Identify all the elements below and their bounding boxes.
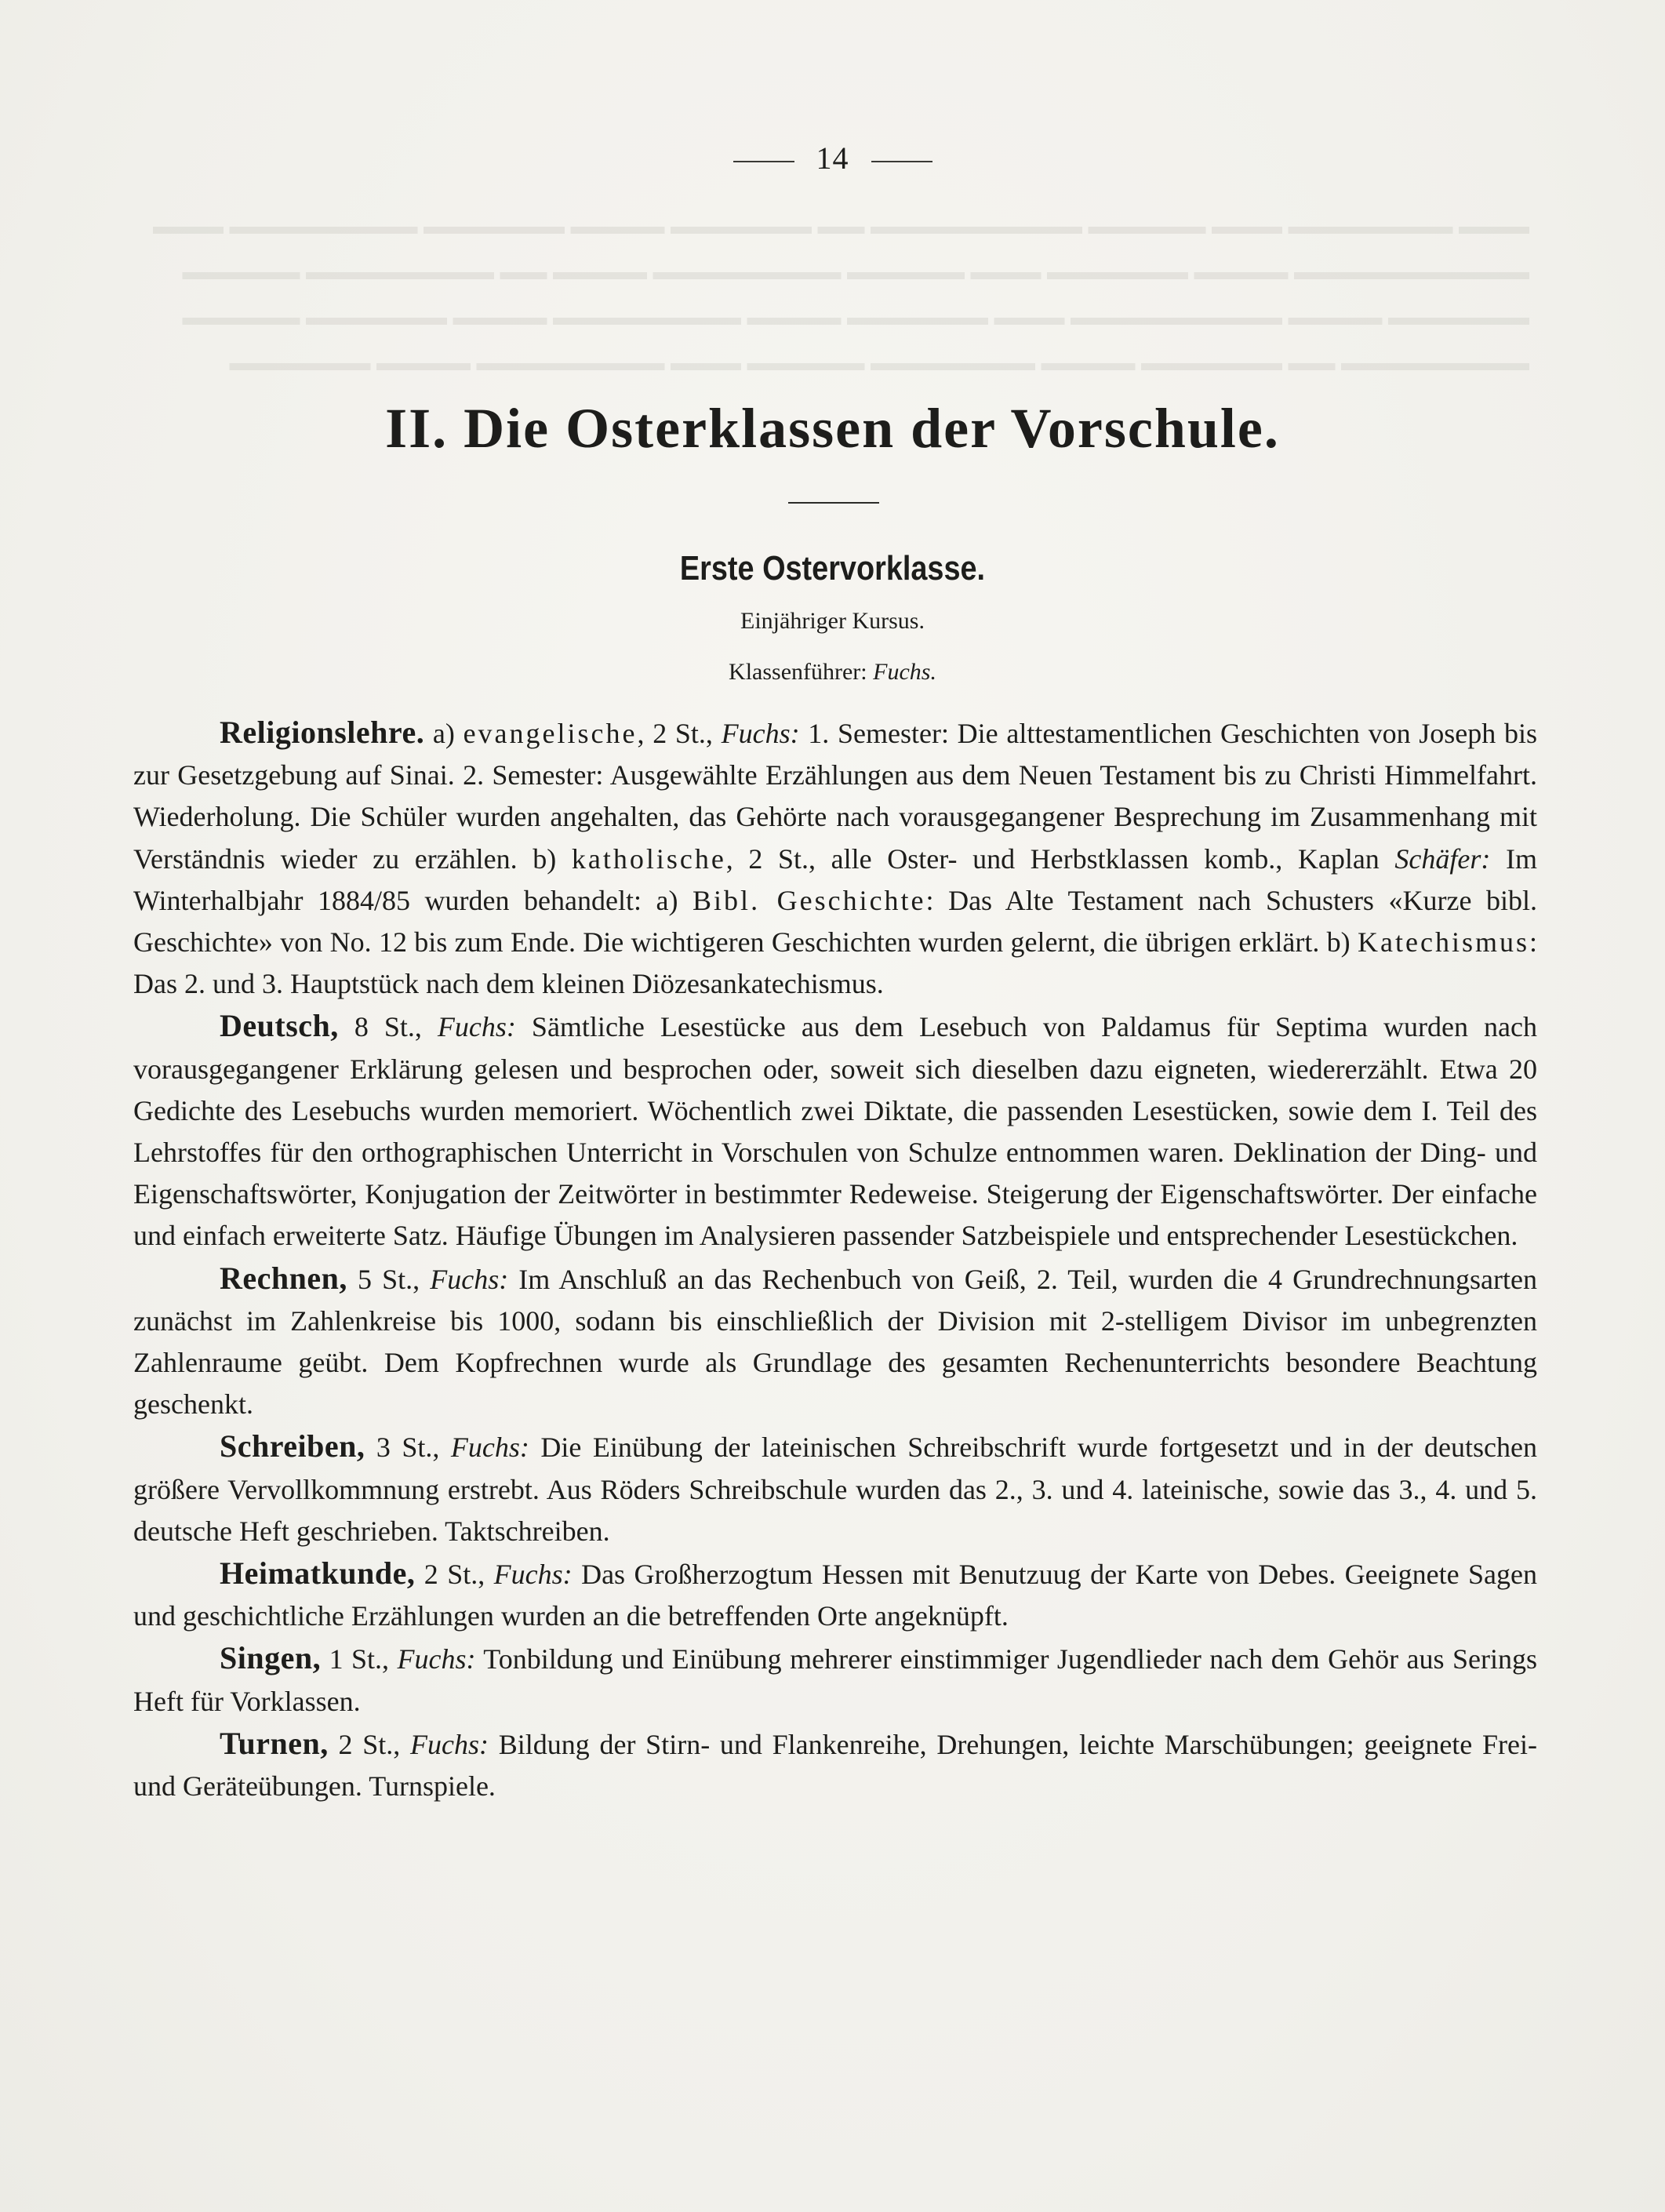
paragraph-text: 1 St., <box>321 1643 398 1675</box>
subject-paragraph <box>133 1723 1537 1807</box>
teacher-name: Fuchs: <box>410 1728 489 1760</box>
paragraph-text: , 2 St., <box>637 718 722 749</box>
subject-paragraph <box>133 1257 1537 1426</box>
subject-name: Deutsch, <box>220 1008 339 1044</box>
emphasized-term: Katechismus <box>1358 926 1529 959</box>
class-teacher-label: Klassenführer: <box>729 659 867 685</box>
teacher-name: Schäfer: <box>1394 842 1491 875</box>
paragraph-text: 2 St., <box>328 1728 411 1760</box>
subject-name: Schreiben, <box>220 1428 365 1464</box>
page-number-text: 14 <box>816 140 849 176</box>
chapter-title: II. Die Osterklassen der Vorschule. <box>385 397 1280 460</box>
paragraph-text: , 2 St., alle Oster- und Herbstklassen komb., Kaplan <box>725 842 1395 875</box>
subject-name: Turnen, <box>220 1725 329 1761</box>
subject-name: Heimatkunde, <box>220 1555 416 1592</box>
paragraph-text: 3 St., <box>365 1432 451 1464</box>
paragraph-text: Im Winterhalbjahr 1884/85 wurden behandelt: a) <box>133 842 1537 916</box>
teacher-name: Fuchs: <box>450 1432 529 1464</box>
page-number-dash-left <box>733 161 794 162</box>
paragraph-text: Die Einübung der lateinischen Schreibschrift wurde fortgesetzt und in der deutschen größere Vervollkommnung erstrebt. Aus Röders Schreibschule wurden das 2., 3. und 4. lateinische, sowie das 3., 4. und 5. deutsche Heft geschrieben. Taktschreiben. <box>133 1432 1537 1547</box>
subject-paragraph <box>133 1552 1537 1637</box>
section-title: Erste Ostervorklasse. <box>679 549 986 588</box>
page-number <box>0 140 1665 176</box>
paragraph-text: Bildung der Stirn- und Flankenreihe, Drehungen, leichte Marschübungen; geeignete Frei- und Geräteübungen. Turnspiele. <box>133 1728 1538 1803</box>
bleed-through-texture: ▬▬▬ ▬▬▬▬▬▬▬ ▬▬▬ ▬▬▬▬▬ ▬▬▬▬▬▬▬▬▬ ▬▬ ▬▬▬▬▬▬ ▬▬▬▬ ▬▬▬▬▬▬ ▬▬▬▬▬▬▬▬ ▬▬▬ ▬▬▬▬▬▬▬▬▬▬ ▬▬▬▬ ▬▬▬▬▬▬ ▬▬▬ ▬▬▬▬▬ ▬▬▬▬▬▬▬▬ ▬▬▬▬ ▬▬ ▬▬▬▬▬▬▬▬ ▬▬▬▬▬ ▬▬▬▬▬▬ ▬▬▬▬ ▬▬▬▬▬▬▬▬▬ ▬▬▬ ▬▬▬▬▬▬ ▬▬▬▬ ▬▬▬▬▬▬▬▬ ▬▬▬▬ ▬▬▬▬▬▬ ▬▬▬▬▬ ▬▬▬▬▬▬▬▬ ▬▬ ▬▬▬▬▬▬ ▬▬▬▬ ▬▬▬▬▬▬▬ ▬▬▬▬▬ ▬▬▬ ▬▬▬▬▬▬▬▬ ▬▬▬▬ ▬▬▬▬▬▬ <box>153 213 1529 376</box>
emphasized-term: evangelische <box>463 718 638 749</box>
subject-paragraph <box>133 711 1537 1005</box>
teacher-name: Fuchs: <box>721 718 800 749</box>
emphasized-term: katholische <box>571 842 726 875</box>
subject-name: Religionslehre. <box>220 715 425 750</box>
paragraph-text: Sämtliche Lesestücke aus dem Lesebuch von Paldamus für Septima wurden nach vorausgegangener Erklärung gelesen und besprochen oder, soweit sich dieselben dazu eigneten, wiedererzählt. Etwa 20 Gedichte des Lesebuchs wurden memoriert. Wöchentlich zwei Diktate, die passenden Lesestücken, sowie dem I. Teil des Lehrstoffes für den orthographischen Unterricht in Vorschulen von Schulze entnommen waren. Deklination der Ding- und Eigenschaftswörter, Konjugation der Zeitwörter in bestimmter Redeweise. Steigerung der Eigenschaftswörter. Der einfache und einfach erweiterte Satz. Häufige Übungen im Analysieren passender Satzbeispiele und entsprechender Lesestückchen. <box>133 1011 1537 1252</box>
curriculum-body <box>133 711 1537 1807</box>
title-divider <box>788 502 879 504</box>
subject-name: Singen, <box>220 1640 322 1676</box>
paragraph-text: : Das Alte Testament nach Schusters «Kurze bibl. Geschichte» von No. 12 bis zum Ende. Die wichtigeren Geschichten wurden gelernt, die übrigen erklärt. b) <box>133 884 1537 959</box>
paragraph-text: Im Anschluß an das Rechenbuch von Geiß, 2. Teil, wurden die 4 Grundrechnungsarten zunächst im Zahlenkreise bis 1000, sodann bis einschließlich der Division mit 2-stelligem Divisor im unbegrenzten Zahlenraume geübt. Dem Kopfrechnen wurde als Grundlage des gesamten Rechenunterrichts besondere Beachtung geschenkt. <box>133 1263 1537 1421</box>
subject-paragraph <box>133 1005 1537 1257</box>
paragraph-text: 1. Semester: Die alttestamentlichen Geschichten von Joseph bis zur Gesetzgebung auf Sinai. 2. Semester: Ausgewählte Erzählungen aus dem Neuen Testament bis zu Christi Himmelfahrt. Wiederholung. Die Schüler wurden angehalten, das Gehörte nach vorausgegangener Besprechung im Zusammenhang mit Verständnis wieder zu erzählen. b) <box>133 718 1537 875</box>
subject-paragraph <box>133 1637 1537 1722</box>
teacher-name: Fuchs: <box>493 1559 573 1591</box>
paragraph-text: a) <box>424 718 464 749</box>
teacher-name: Fuchs: <box>397 1643 476 1675</box>
class-teacher-name: Fuchs. <box>873 659 936 685</box>
paragraph-text: 5 St., <box>347 1263 431 1295</box>
paragraph-text: Tonbildung und Einübung mehrerer einstimmiger Jugendlieder nach dem Gehör aus Serings Heft für Vorklassen. <box>133 1643 1537 1717</box>
emphasized-term: Bibl. Geschichte <box>693 884 926 916</box>
paragraph-text: 8 St., <box>338 1011 438 1043</box>
paragraph-text: Das Großherzogtum Hessen mit Benutzuug der Karte von Debes. Geeignete Sagen und geschichtliche Erzählungen wurden an die betreffenden Orte angeknüpft. <box>133 1559 1537 1632</box>
paragraph-text: 2 St., <box>415 1559 494 1591</box>
class-teacher <box>0 659 1665 686</box>
course-duration: Einjähriger Kursus. <box>740 608 925 634</box>
page-number-dash-right <box>871 161 932 162</box>
subject-paragraph <box>133 1425 1537 1552</box>
paragraph-text: : Das 2. und 3. Hauptstück nach dem kleinen Diözesankatechismus. <box>133 926 1537 1000</box>
teacher-name: Fuchs: <box>437 1011 516 1043</box>
subject-name: Rechnen, <box>220 1260 347 1296</box>
teacher-name: Fuchs: <box>430 1263 509 1295</box>
